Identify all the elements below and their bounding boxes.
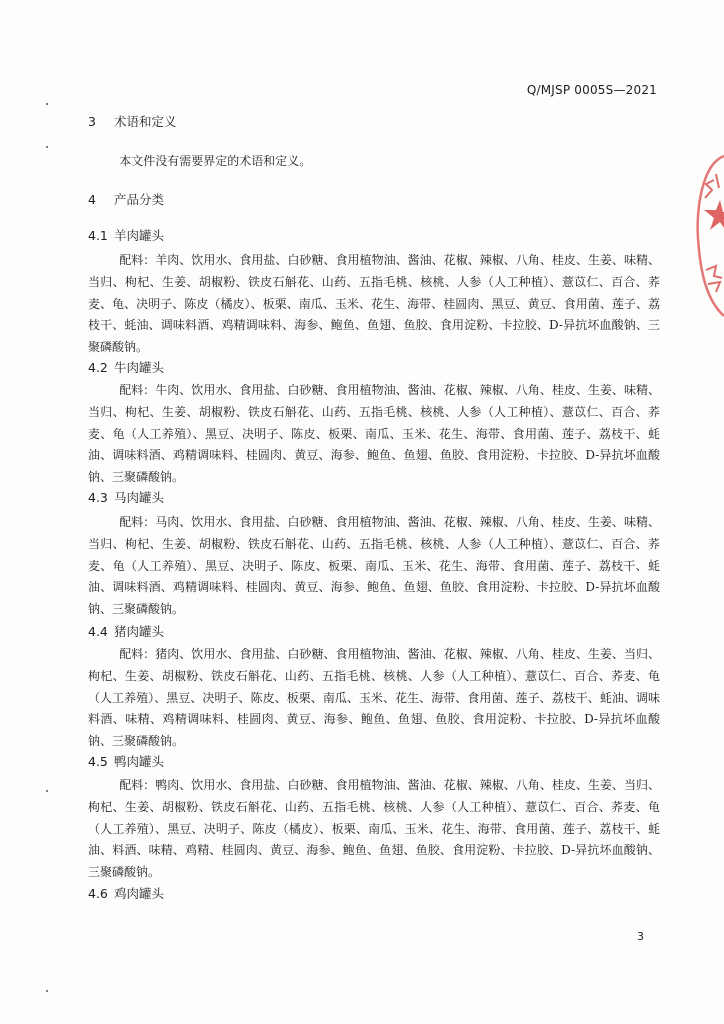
ingredients-paragraph-4-3: 配料：马肉、饮用水、食用盐、白砂糖、食用植物油、酱油、花椒、辣椒、八角、桂皮、生姜、味精、当归、枸杞、生姜、胡椒粉、铁皮石斛花、山药、五指毛桃、核桃、人参（人工种植）、薏苡仁、百合、荞麦、龟（人工养殖）、黑豆、决明子、陈皮、板栗、南瓜、玉米、花生、海带、食用菌、莲子、荔枝干、蚝油、调味料酒、鸡精调味料、桂圆肉、黄豆、海参、鲍鱼、鱼翅、鱼胶、食用淀粉、卡拉胶、D-异抗坏血酸钠、三聚磷酸钠。 <box>88 515 660 617</box>
subsection-title: 猪肉罐头 <box>114 624 165 639</box>
subsection-number: 4.5 <box>88 754 108 769</box>
section-number: 3 <box>88 114 96 129</box>
subsection-heading-4-6 <box>88 884 164 902</box>
subsection-title: 牛肉罐头 <box>114 360 165 375</box>
scan-speck <box>46 990 48 992</box>
subsection-heading-4-3 <box>88 488 164 506</box>
section-title: 产品分类 <box>114 192 165 207</box>
subsection-number: 4.6 <box>88 886 108 901</box>
subsection-heading-4-4 <box>88 622 164 640</box>
ingredients-paragraph-4-1: 配料：羊肉、饮用水、食用盐、白砂糖、食用植物油、酱油、花椒、辣椒、八角、桂皮、生姜、味精、当归、枸杞、生姜、胡椒粉、铁皮石斛花、山药、五指毛桃、核桃、人参（人工种植）、薏苡仁、百合、荞麦、龟、决明子、陈皮（橘皮）、板栗、南瓜、玉米、花生、海带、桂圆肉、黑豆、黄豆、食用菌、莲子、荔枝干、蚝油、调味料酒、鸡精调味料、海参、鲍鱼、鱼翅、鱼胶、食用淀粉、卡拉胶、D-异抗坏血酸钠、三聚磷酸钠。 <box>88 253 660 355</box>
ingredients-paragraph-4-4: 配料：猪肉、饮用水、食用盐、白砂糖、食用植物油、酱油、花椒、辣椒、八角、桂皮、生姜、当归、枸杞、生姜、胡椒粉、铁皮石斛花、山药、五指毛桃、核桃、人参（人工种植）、薏苡仁、百合、荞麦、龟（人工养殖）、黑豆、决明子、陈皮、板栗、南瓜、玉米、花生、海带、食用菌、莲子、荔枝干、蚝油、调味料酒、味精、鸡精调味料、桂圆肉、黄豆、海参、鲍鱼、鱼翅、鱼胶、食用淀粉、卡拉胶、D-异抗坏血酸钠、三聚磷酸钠。 <box>88 647 660 749</box>
subsection-title: 鸭肉罐头 <box>114 754 165 769</box>
terms-paragraph: 本文件没有需要界定的术语和定义。 <box>119 154 312 168</box>
section-title: 术语和定义 <box>114 114 177 129</box>
scan-speck <box>46 103 48 105</box>
scan-speck <box>46 146 48 148</box>
ingredients-paragraph-4-2: 配料：牛肉、饮用水、食用盐、白砂糖、食用植物油、酱油、花椒、辣椒、八角、桂皮、生姜、味精、当归、枸杞、生姜、胡椒粉、铁皮石斛花、山药、五指毛桃、核桃、人参（人工种植）、薏苡仁、百合、荞麦、龟（人工养殖）、黑豆、决明子、陈皮、板栗、南瓜、玉米、花生、海带、食用菌、莲子、荔枝干、蚝油、调味料酒、鸡精调味料、桂圆肉、黄豆、海参、鲍鱼、鱼翅、鱼胶、食用淀粉、卡拉胶、D-异抗坏血酸钠、三聚磷酸钠。 <box>88 383 660 485</box>
subsection-number: 4.1 <box>88 228 108 243</box>
section-heading-terms <box>88 112 177 130</box>
subsection-heading-4-5 <box>88 752 164 770</box>
page-number: 3 <box>637 930 644 943</box>
subsection-heading-4-2 <box>88 358 164 376</box>
section-number: 4 <box>88 192 96 207</box>
standard-code: Q/MJSP 0005S—2021 <box>526 83 657 97</box>
subsection-heading-4-1 <box>88 226 164 244</box>
subsection-number: 4.3 <box>88 490 108 505</box>
ingredients-paragraph-4-5: 配料：鸭肉、饮用水、食用盐、白砂糖、食用植物油、酱油、花椒、辣椒、八角、桂皮、生姜、当归、枸杞、生姜、胡椒粉、铁皮石斛花、山药、五指毛桃、核桃、人参（人工种植）、薏苡仁、百合、荞麦、龟（人工养殖）、黑豆、决明子、陈皮（橘皮）、板栗、南瓜、玉米、花生、海带、食用菌、莲子、荔枝干、蚝油、料酒、味精、鸡精、桂圆肉、黄豆、海参、鲍鱼、鱼翅、鱼胶、食用淀粉、卡拉胶、D-异抗坏血酸钠、三聚磷酸钠。 <box>88 778 660 880</box>
subsection-title: 羊肉罐头 <box>114 228 165 243</box>
subsection-number: 4.4 <box>88 624 108 639</box>
subsection-title: 鸡肉罐头 <box>114 886 165 901</box>
subsection-number: 4.2 <box>88 360 108 375</box>
seal-stamp-icon <box>690 150 724 320</box>
section-heading-classification <box>88 190 164 208</box>
subsection-title: 马肉罐头 <box>114 490 165 505</box>
scan-speck <box>46 790 48 792</box>
